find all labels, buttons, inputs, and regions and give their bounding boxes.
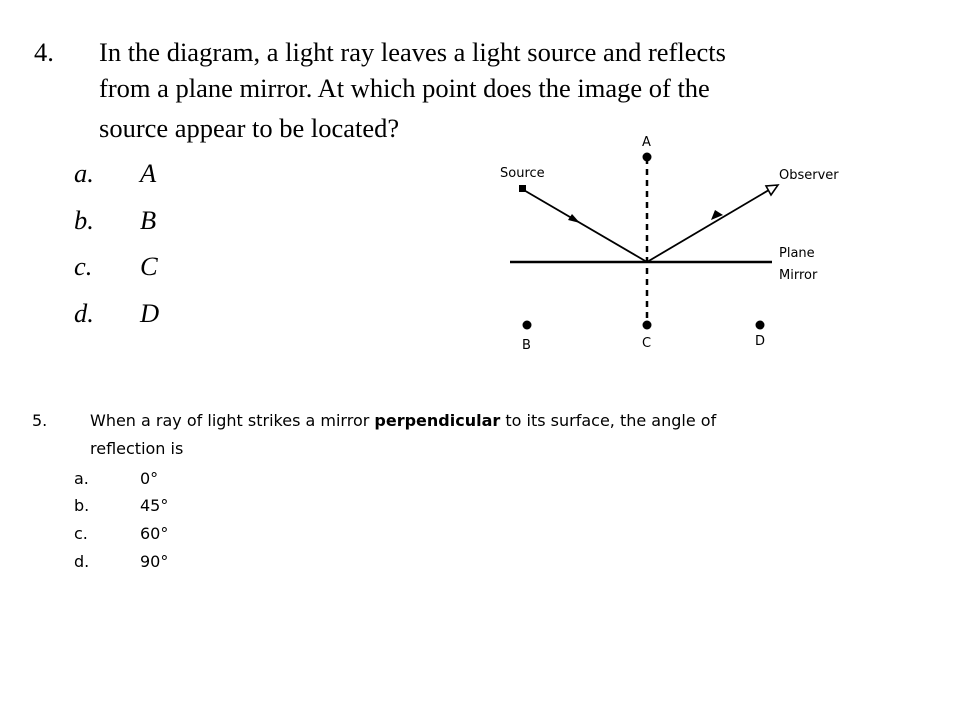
option-letter: b. xyxy=(74,205,94,235)
question-4-number: 4. xyxy=(34,37,54,67)
option-letter: d. xyxy=(74,552,90,571)
question-5-line-2: reflection is xyxy=(90,439,184,458)
option-letter: b. xyxy=(74,496,90,515)
point-d-label: D xyxy=(755,334,766,349)
option-text: 0° xyxy=(140,469,159,488)
mirror-label-line-1: Plane xyxy=(779,246,815,261)
option-text: C xyxy=(140,251,158,281)
point-a-label: A xyxy=(642,135,651,150)
option-letter: a. xyxy=(74,469,89,488)
question-5-text-before: When a ray of light strikes a mirror xyxy=(90,411,375,430)
question-4-line-3: source appear to be located? xyxy=(99,113,400,143)
option-letter: d. xyxy=(74,298,94,328)
option-text: B xyxy=(140,205,157,235)
option-text: D xyxy=(140,298,160,328)
mirror-label-line-2: Mirror xyxy=(779,268,818,283)
point-d-dot xyxy=(756,321,765,330)
option-text: 90° xyxy=(140,552,169,571)
source-label: Source xyxy=(500,166,545,181)
source-marker xyxy=(519,185,526,192)
question-5-text-after: to its surface, the angle of xyxy=(500,411,717,430)
option-letter: a. xyxy=(74,158,94,188)
option-letter: c. xyxy=(74,524,88,543)
option-text: A xyxy=(140,158,157,188)
point-b-label: B xyxy=(522,338,531,353)
option-text: 45° xyxy=(140,496,169,515)
incident-arrow-icon xyxy=(568,214,580,223)
question-5-bold-term: perpendicular xyxy=(374,411,501,430)
option-letter: c. xyxy=(74,251,93,281)
point-c-dot xyxy=(643,321,652,330)
point-a-dot xyxy=(643,153,652,162)
question-5-number: 5. xyxy=(32,411,48,430)
question-4-line-2: from a plane mirror. At which point does the image of the xyxy=(99,73,710,103)
option-text: 60° xyxy=(140,524,169,543)
observer-arrowhead-icon xyxy=(766,185,778,195)
reflected-ray xyxy=(647,187,774,262)
question-4-line-1: In the diagram, a light ray leaves a light source and reflects xyxy=(99,37,726,67)
question-5-line-1 xyxy=(90,410,716,432)
observer-label: Observer xyxy=(779,168,839,183)
incident-ray xyxy=(522,189,647,262)
mirror-diagram xyxy=(490,130,860,360)
point-b-dot xyxy=(523,321,532,330)
point-c-label: C xyxy=(642,336,652,351)
